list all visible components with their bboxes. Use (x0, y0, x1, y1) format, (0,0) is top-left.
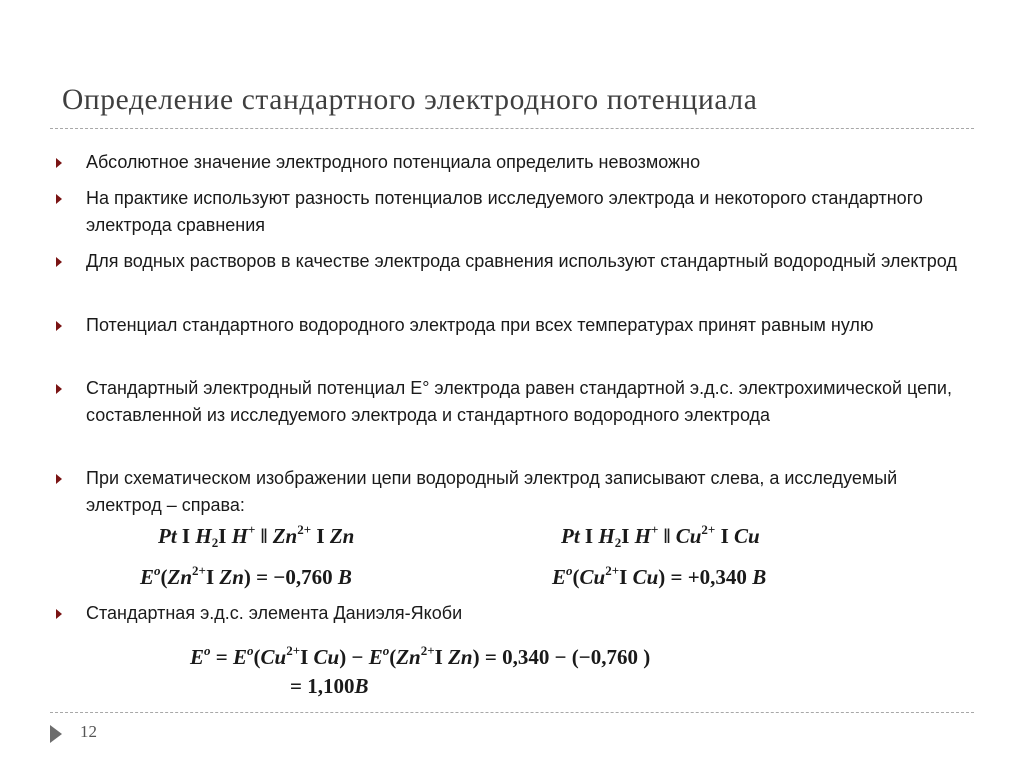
formula-subscript: 2 (211, 535, 219, 550)
slide-title: Определение стандартного электродного потенциала (62, 84, 758, 116)
emf-formula (190, 643, 650, 670)
formula-part: Zn (272, 524, 298, 548)
formula-part: Zn (448, 645, 473, 669)
formula-part: I (311, 524, 330, 548)
formula-value: 1,100 (307, 674, 355, 698)
formula-part: I (434, 645, 449, 669)
bullet-text: Для водных растворов в качестве электрода сравнения используют стандартный водородный электрод (86, 251, 957, 271)
formula-part: I (205, 565, 220, 589)
formula-superscript: 2+ (701, 522, 716, 537)
formula-subscript: 2 (614, 535, 622, 550)
footer-divider (50, 712, 974, 713)
formula-part: Cu (313, 645, 340, 669)
formula-unit: B (337, 565, 352, 589)
cell-scheme-zinc (158, 522, 354, 551)
formula-superscript: 2+ (297, 522, 312, 537)
bullet-arrow-icon (56, 384, 62, 394)
emf-result (290, 674, 368, 699)
footer-triangle-icon (50, 725, 62, 743)
formula-value: −0,760 (273, 565, 338, 589)
bullet-arrow-icon (56, 609, 62, 619)
formula-part: E (368, 645, 383, 669)
page-number: 12 (80, 722, 97, 741)
title-divider (50, 128, 974, 129)
formula-superscript: 2+ (420, 643, 435, 658)
formula-superscript: 2+ (192, 563, 206, 578)
formula-part: Cu (734, 524, 760, 548)
formula-unit: B (752, 565, 767, 589)
formula-part: = (210, 645, 233, 669)
formula-superscript: o (247, 643, 254, 658)
formula-superscript: o (566, 563, 573, 578)
formula-superscript: 2+ (605, 563, 620, 578)
bullet-text: Стандартный электродный потенциал E° электрода равен стандартной э.д.с. электрохимической цепи, составленной из исследуемого электрода и стандартного водородного электрода (86, 378, 952, 425)
bullet-arrow-icon (56, 321, 62, 331)
bullet-arrow-icon (56, 158, 62, 168)
formula-part: E (232, 645, 247, 669)
formula-part: H (598, 524, 615, 548)
formula-part: Zn (329, 524, 355, 548)
formula-part: Pt (561, 524, 580, 548)
formula-part: ‖ (658, 524, 676, 548)
formula-part: ‖ (255, 524, 273, 548)
cell-scheme-copper (561, 522, 760, 551)
formula-part: Cu (632, 565, 659, 589)
formula-part: E (552, 565, 567, 589)
bullet-arrow-icon (56, 257, 62, 267)
formula-superscript: o (204, 643, 211, 658)
formula-superscript: o (154, 563, 161, 578)
formula-part: Cu (579, 565, 606, 589)
formula-part: ( (389, 645, 397, 669)
formula-part: Cu (675, 524, 702, 548)
bullet-arrow-icon (56, 194, 62, 204)
formula-part: I (619, 565, 633, 589)
bullet-text: При схематическом изображении цепи водородный электрод записывают слева, а исследуемый электрод – справа: (86, 468, 898, 515)
formula-part: I (579, 524, 599, 548)
formula-part: Zn (219, 565, 244, 589)
formula-part: I (300, 645, 314, 669)
formula-part: ( (253, 645, 261, 669)
bullet-text: Потенциал стандартного водородного электрода при всех температурах принят равным нулю (86, 315, 874, 335)
formula-part: E (190, 645, 205, 669)
formula-part: ) = (243, 565, 274, 589)
formula-part: I (621, 524, 635, 548)
formula-part: ( (160, 565, 168, 589)
formula-superscript: + (650, 522, 659, 537)
bullet-text: Стандартная э.д.с. элемента Даниэля-Якоби (86, 603, 463, 623)
formula-part: E (140, 565, 155, 589)
formula-part: I (715, 524, 735, 548)
formula-part: H (634, 524, 651, 548)
formula-part: ) = 0,340 − (−0,760 ) (472, 645, 651, 669)
formula-part: ) = (658, 565, 688, 589)
formula-part: = (290, 674, 308, 698)
formula-part: ) − (339, 645, 369, 669)
formula-value: +0,340 (687, 565, 753, 589)
bullet-arrow-icon (56, 474, 62, 484)
formula-part: Pt (158, 524, 177, 548)
formula-part: ( (572, 565, 580, 589)
formula-superscript: o (382, 643, 390, 658)
bullet-text: На практике используют разность потенциалов исследуемого электрода и некоторого стандартного электрода сравнения (86, 188, 923, 235)
formula-part: H (195, 524, 212, 548)
potential-zinc (140, 563, 352, 590)
formula-unit: B (354, 674, 369, 698)
formula-part: Zn (396, 645, 421, 669)
bullet-text: Абсолютное значение электродного потенциала определить невозможно (86, 152, 701, 172)
formula-superscript: + (247, 522, 256, 537)
formula-part: Zn (167, 565, 193, 589)
formula-part: I (176, 524, 196, 548)
formula-superscript: 2+ (286, 643, 301, 658)
potential-copper (552, 563, 766, 590)
formula-part: H (231, 524, 248, 548)
formula-part: I (218, 524, 232, 548)
formula-part: Cu (260, 645, 287, 669)
